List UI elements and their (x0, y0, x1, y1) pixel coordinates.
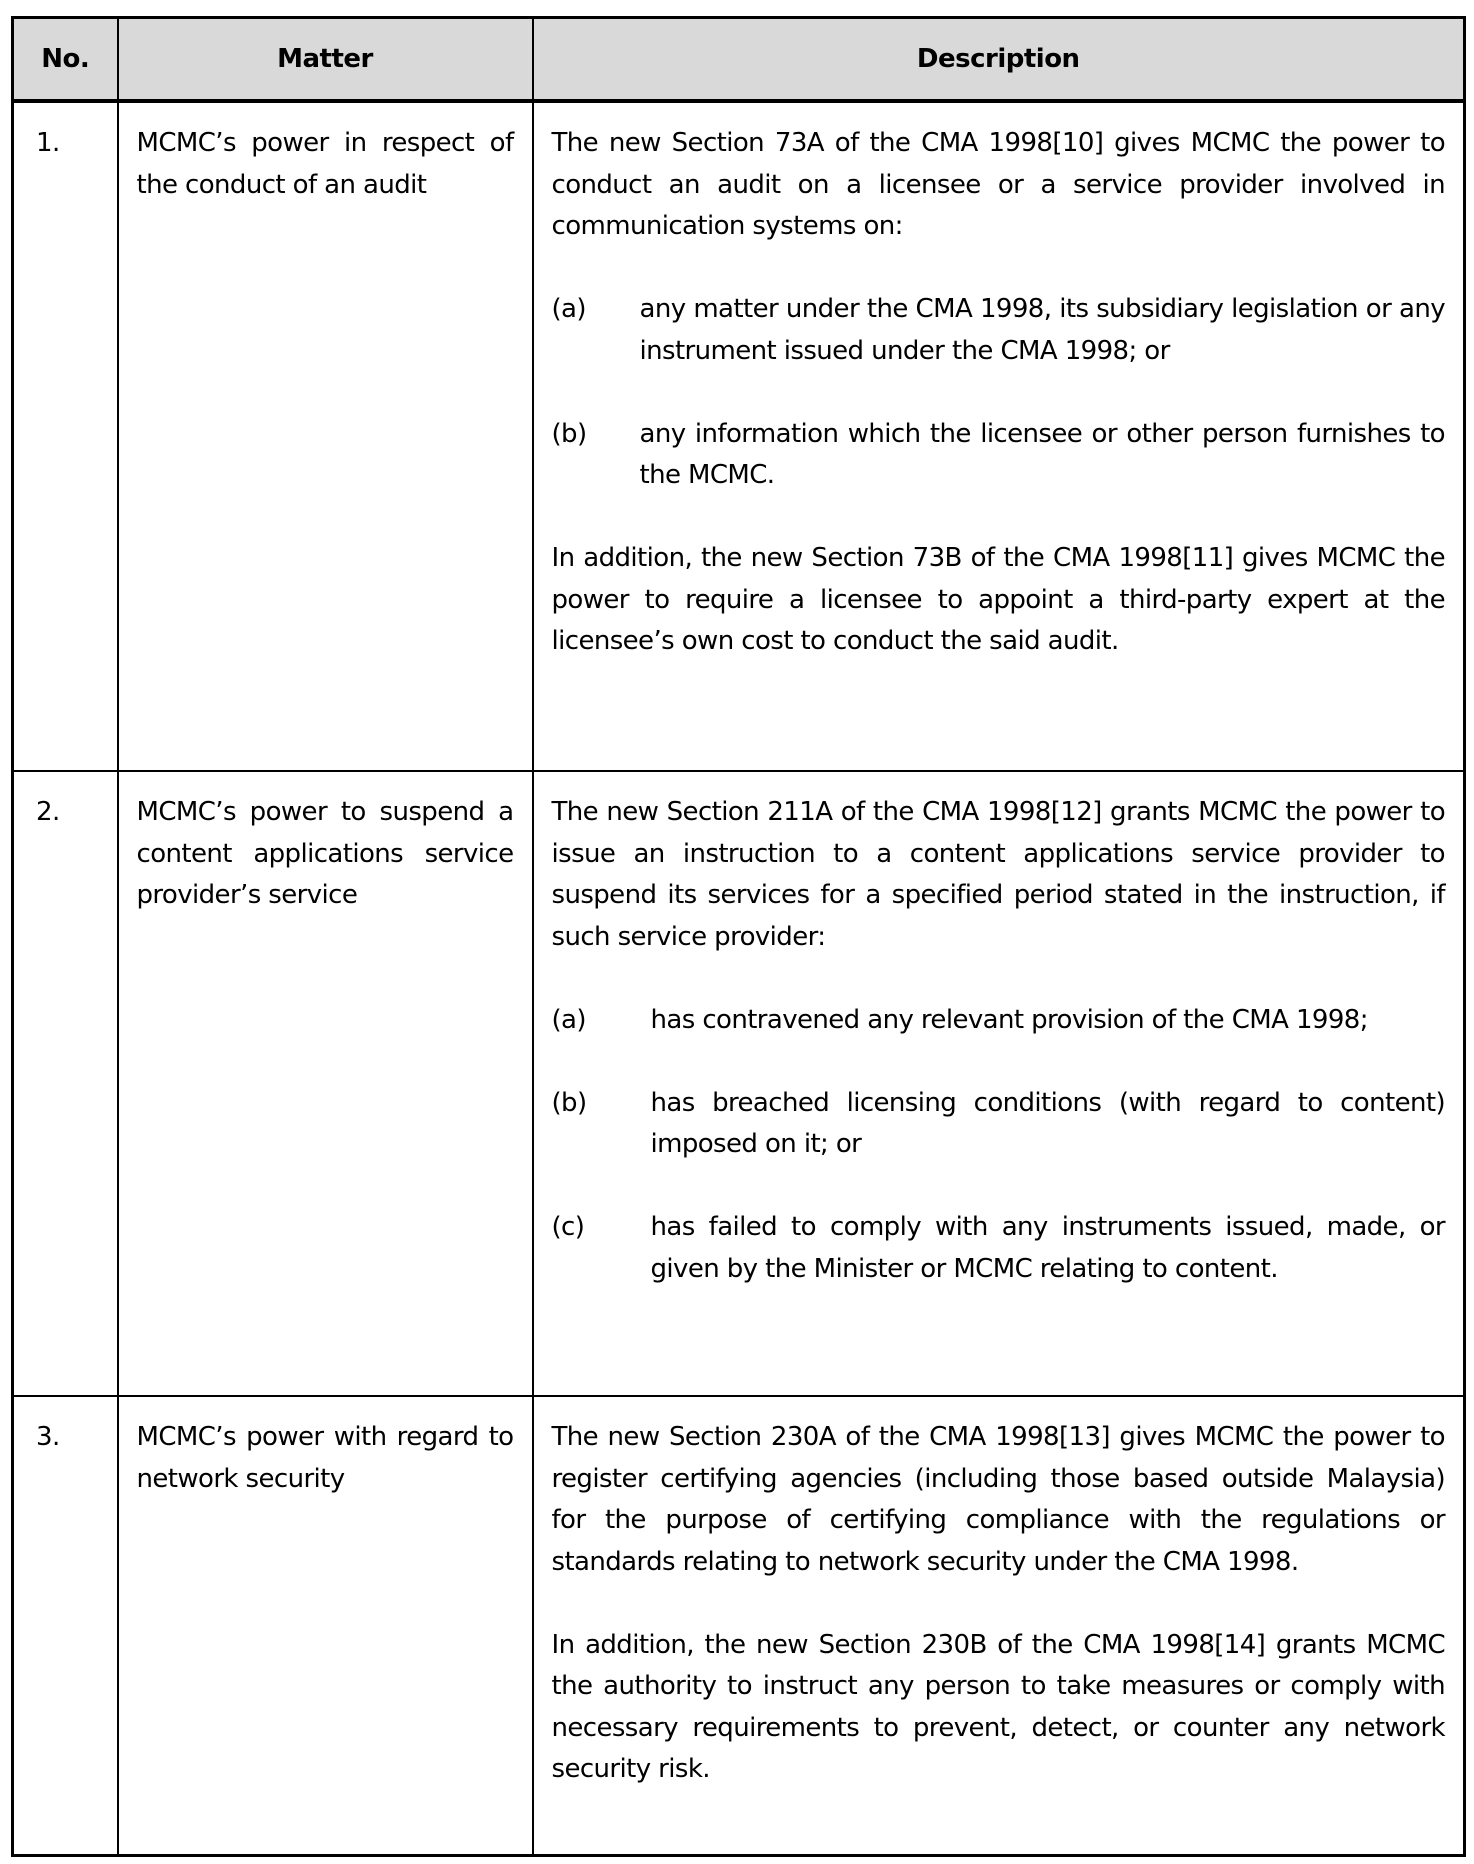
description-item (552, 289, 1446, 372)
row-description (533, 771, 1465, 1396)
item-label: (c) (551, 1212, 585, 1242)
header-no: No. (13, 18, 118, 102)
description-intro: The new Section 211A of the CMA 1998[12] grants MCMC the power to issue an instruction to a content applications service provider to suspend its services for a specified period stated in the instruction, if such service provider: (551, 797, 1445, 952)
description-item (552, 1083, 1446, 1166)
row-number: 2. (13, 771, 118, 1396)
item-label: (b) (551, 418, 587, 449)
item-label: (a) (551, 294, 586, 324)
row-description (533, 1396, 1465, 1856)
item-text: has failed to comply with any instruments issued, made, or given by the Minister or MCMC relating to content. (650, 1212, 1445, 1284)
description-item (552, 414, 1446, 497)
header-description: Description (533, 18, 1465, 102)
row-number: 3. (13, 1396, 118, 1856)
matters-table (11, 16, 1466, 1857)
description-outro: In addition, the new Section 230B of the CMA 1998[14] grants MCMC the authority to instruct any person to take measures or comply with necessary requirements to prevent, detect, or counter any network security risk. (551, 1629, 1445, 1784)
description-item (552, 1207, 1446, 1290)
description-intro: The new Section 230A of the CMA 1998[13] gives MCMC the power to register certifying agencies (including those based outside Malaysia) for the purpose of certifying compliance with the regulations or standards relating to network security under the CMA 1998. (551, 1422, 1445, 1577)
item-label: (a) (551, 1004, 586, 1035)
row-matter: MCMC’s power with regard to network security (118, 1396, 533, 1856)
item-text: has breached licensing conditions (with regard to content) imposed on it; or (650, 1087, 1445, 1159)
item-label: (b) (551, 1087, 587, 1118)
item-text: has contravened any relevant provision of the CMA 1998; (650, 1004, 1368, 1035)
table-row (13, 1396, 1465, 1856)
table-header (13, 18, 1465, 102)
row-number: 1. (13, 101, 118, 771)
table-row (13, 101, 1465, 771)
header-matter: Matter (118, 18, 533, 102)
description-outro: In addition, the new Section 73B of the CMA 1998[11] gives MCMC the power to require a licensee to appoint a third-party expert at the licensee’s own cost to conduct the said audit. (551, 543, 1445, 656)
table-row (13, 771, 1465, 1396)
item-text: any information which the licensee or other person furnishes to the MCMC. (639, 418, 1445, 490)
description-item (552, 1000, 1446, 1042)
row-description (533, 101, 1465, 771)
description-intro: The new Section 73A of the CMA 1998[10] gives MCMC the power to conduct an audit on a licensee or a service provider involved in communication systems on: (551, 128, 1445, 241)
row-matter: MCMC’s power in respect of the conduct of an audit (118, 101, 533, 771)
row-matter: MCMC’s power to suspend a content applications service provider’s service (118, 771, 533, 1396)
item-text: any matter under the CMA 1998, its subsidiary legislation or any instrument issued under the CMA 1998; or (639, 294, 1445, 366)
